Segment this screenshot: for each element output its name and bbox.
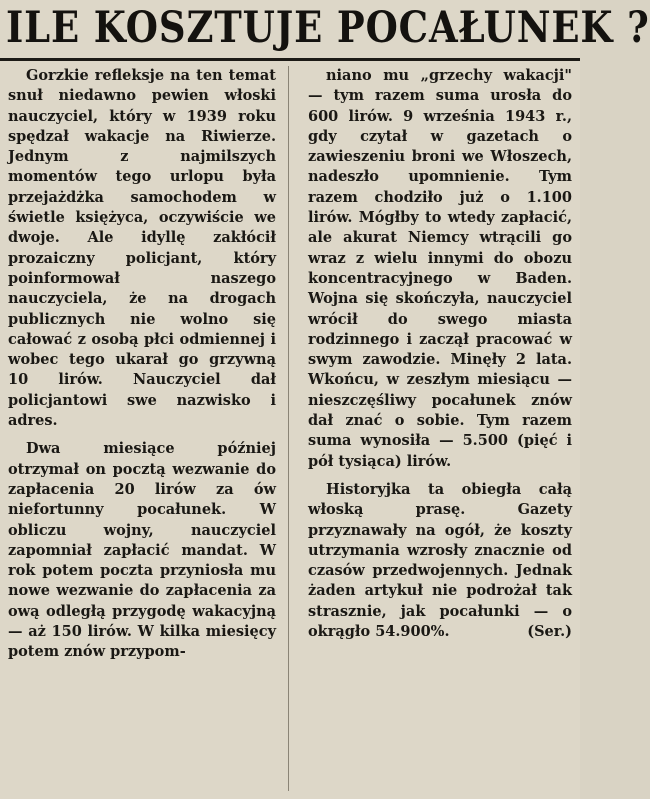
column-divider [288, 66, 289, 791]
paragraph-2: Dwa miesiące później otrzymał on pocztą wezwanie do zapłacenia 20 lirów za ów niefortunny pocałunek. W obliczu wojny, nauczyciel zapomniał zapłacić mandat. W rok potem poczta przyniosła mu nowe wezwanie do zapłacenia za ową odległą przygodę wakacyjną — aż 150 lirów. W kilka miesięcy potem znów przypom- [8, 440, 276, 661]
headline-rule [0, 58, 580, 61]
paragraph-3: niano mu „grzechy wakacji" — tym razem suma urosła do 600 lirów. 9 września 1943 r., gdy czytał w gazetach o zawieszeniu broni we Włoszech, nadeszło upomnienie. Tym razem chodziło już o 1.100 lirów. Mógłby to wtedy zapłacić, ale akurat Niemcy wtrącili go wraz z wielu innymi do obozu koncentracyjnego w Baden. Wojna się skończyła, nauczyciel wrócił do swego miasta rodzinnego i zaczął pracować w swym zawodzie. Minęły 2 lata. Wkońcu, w zeszłym miesiącu — nieszczęśliwy pocałunek znów dał znać o sobie. Tym razem suma wynosiła — 5.500 (pięć i pół tysiąca) lirów. [308, 67, 572, 470]
article-column-left [8, 66, 276, 663]
paragraph-4-text: Historyjka ta obiegła całą włoską prasę. Gazety przyznawały na ogół, że koszty utrzymania wzrosły znacznie od czasów przedwojennych. Jednak żaden artykuł nie podrożał tak strasznie, jak pocałunki — o okrągło 54.900%. [308, 480, 572, 641]
paragraph-1: Gorzkie refleksje na ten temat snuł niedawno pewien włoski nauczyciel, który w 1939 roku spędzał wakacje na Riwierze. Jednym z najmilszych momentów tego urlopu była przejażdżka samochodem w świetle księżyca, oczywiście we dwoje. Ale idyllę zakłócił prozaiczny policjant, który poinformował naszego nauczyciela, że na drogach publicznych nie wolno się całować z osobą płci odmiennej i wobec tego ukarał go grzywną 10 lirów. Nauczyciel dał policjantowi swe nazwisko i adres. [8, 67, 276, 430]
article-column-right [308, 66, 572, 642]
author-signature: (Ser.) [527, 623, 572, 641]
article-headline: ILE KOSZTUJE POCAŁUNEK ? [6, 3, 650, 53]
paragraph-4 [308, 480, 572, 642]
